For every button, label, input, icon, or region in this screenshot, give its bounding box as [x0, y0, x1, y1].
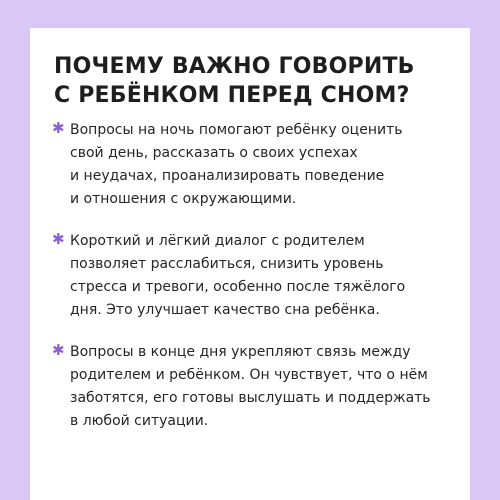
text-line: позволяет расслабиться, снизить уровень	[70, 256, 384, 272]
text-line: Короткий и лёгкий диалог с родителем	[70, 233, 365, 249]
asterisk-bullet-icon: ✱	[52, 230, 65, 248]
text-line: Вопросы в конце дня укрепляют связь между	[70, 344, 411, 360]
text-line: и неудачах, проанализировать поведение	[70, 168, 385, 184]
list-item-text	[70, 341, 456, 433]
text-line: Вопросы на ночь помогают ребёнку оценить	[70, 122, 403, 138]
text-line: родителем и ребёнком. Он чувствует, что о нём	[70, 367, 428, 383]
text-line: дня. Это улучшает качество сна ребёнка.	[70, 302, 380, 318]
reasons-list	[52, 119, 456, 452]
list-item-text	[70, 119, 456, 211]
list-item-text	[70, 230, 456, 322]
text-line: и отношения с окружающими.	[70, 191, 297, 207]
text-line: в любой ситуации.	[70, 413, 209, 429]
page-title	[54, 52, 452, 110]
title-line: ПОЧЕМУ ВАЖНО ГОВОРИТЬ	[54, 54, 415, 79]
asterisk-bullet-icon: ✱	[52, 341, 65, 359]
text-line: заботятся, его готовы выслушать и поддержать	[70, 390, 431, 406]
list-item	[52, 119, 456, 211]
content-card	[30, 28, 470, 500]
list-item	[52, 341, 456, 433]
list-item	[52, 230, 456, 322]
text-line: свой день, рассказать о своих успехах	[70, 145, 358, 161]
text-line: стресса и тревоги, особенно после тяжёлого	[70, 279, 406, 295]
title-line: С РЕБЁНКОМ ПЕРЕД СНОМ?	[54, 83, 410, 108]
asterisk-bullet-icon: ✱	[52, 119, 65, 137]
